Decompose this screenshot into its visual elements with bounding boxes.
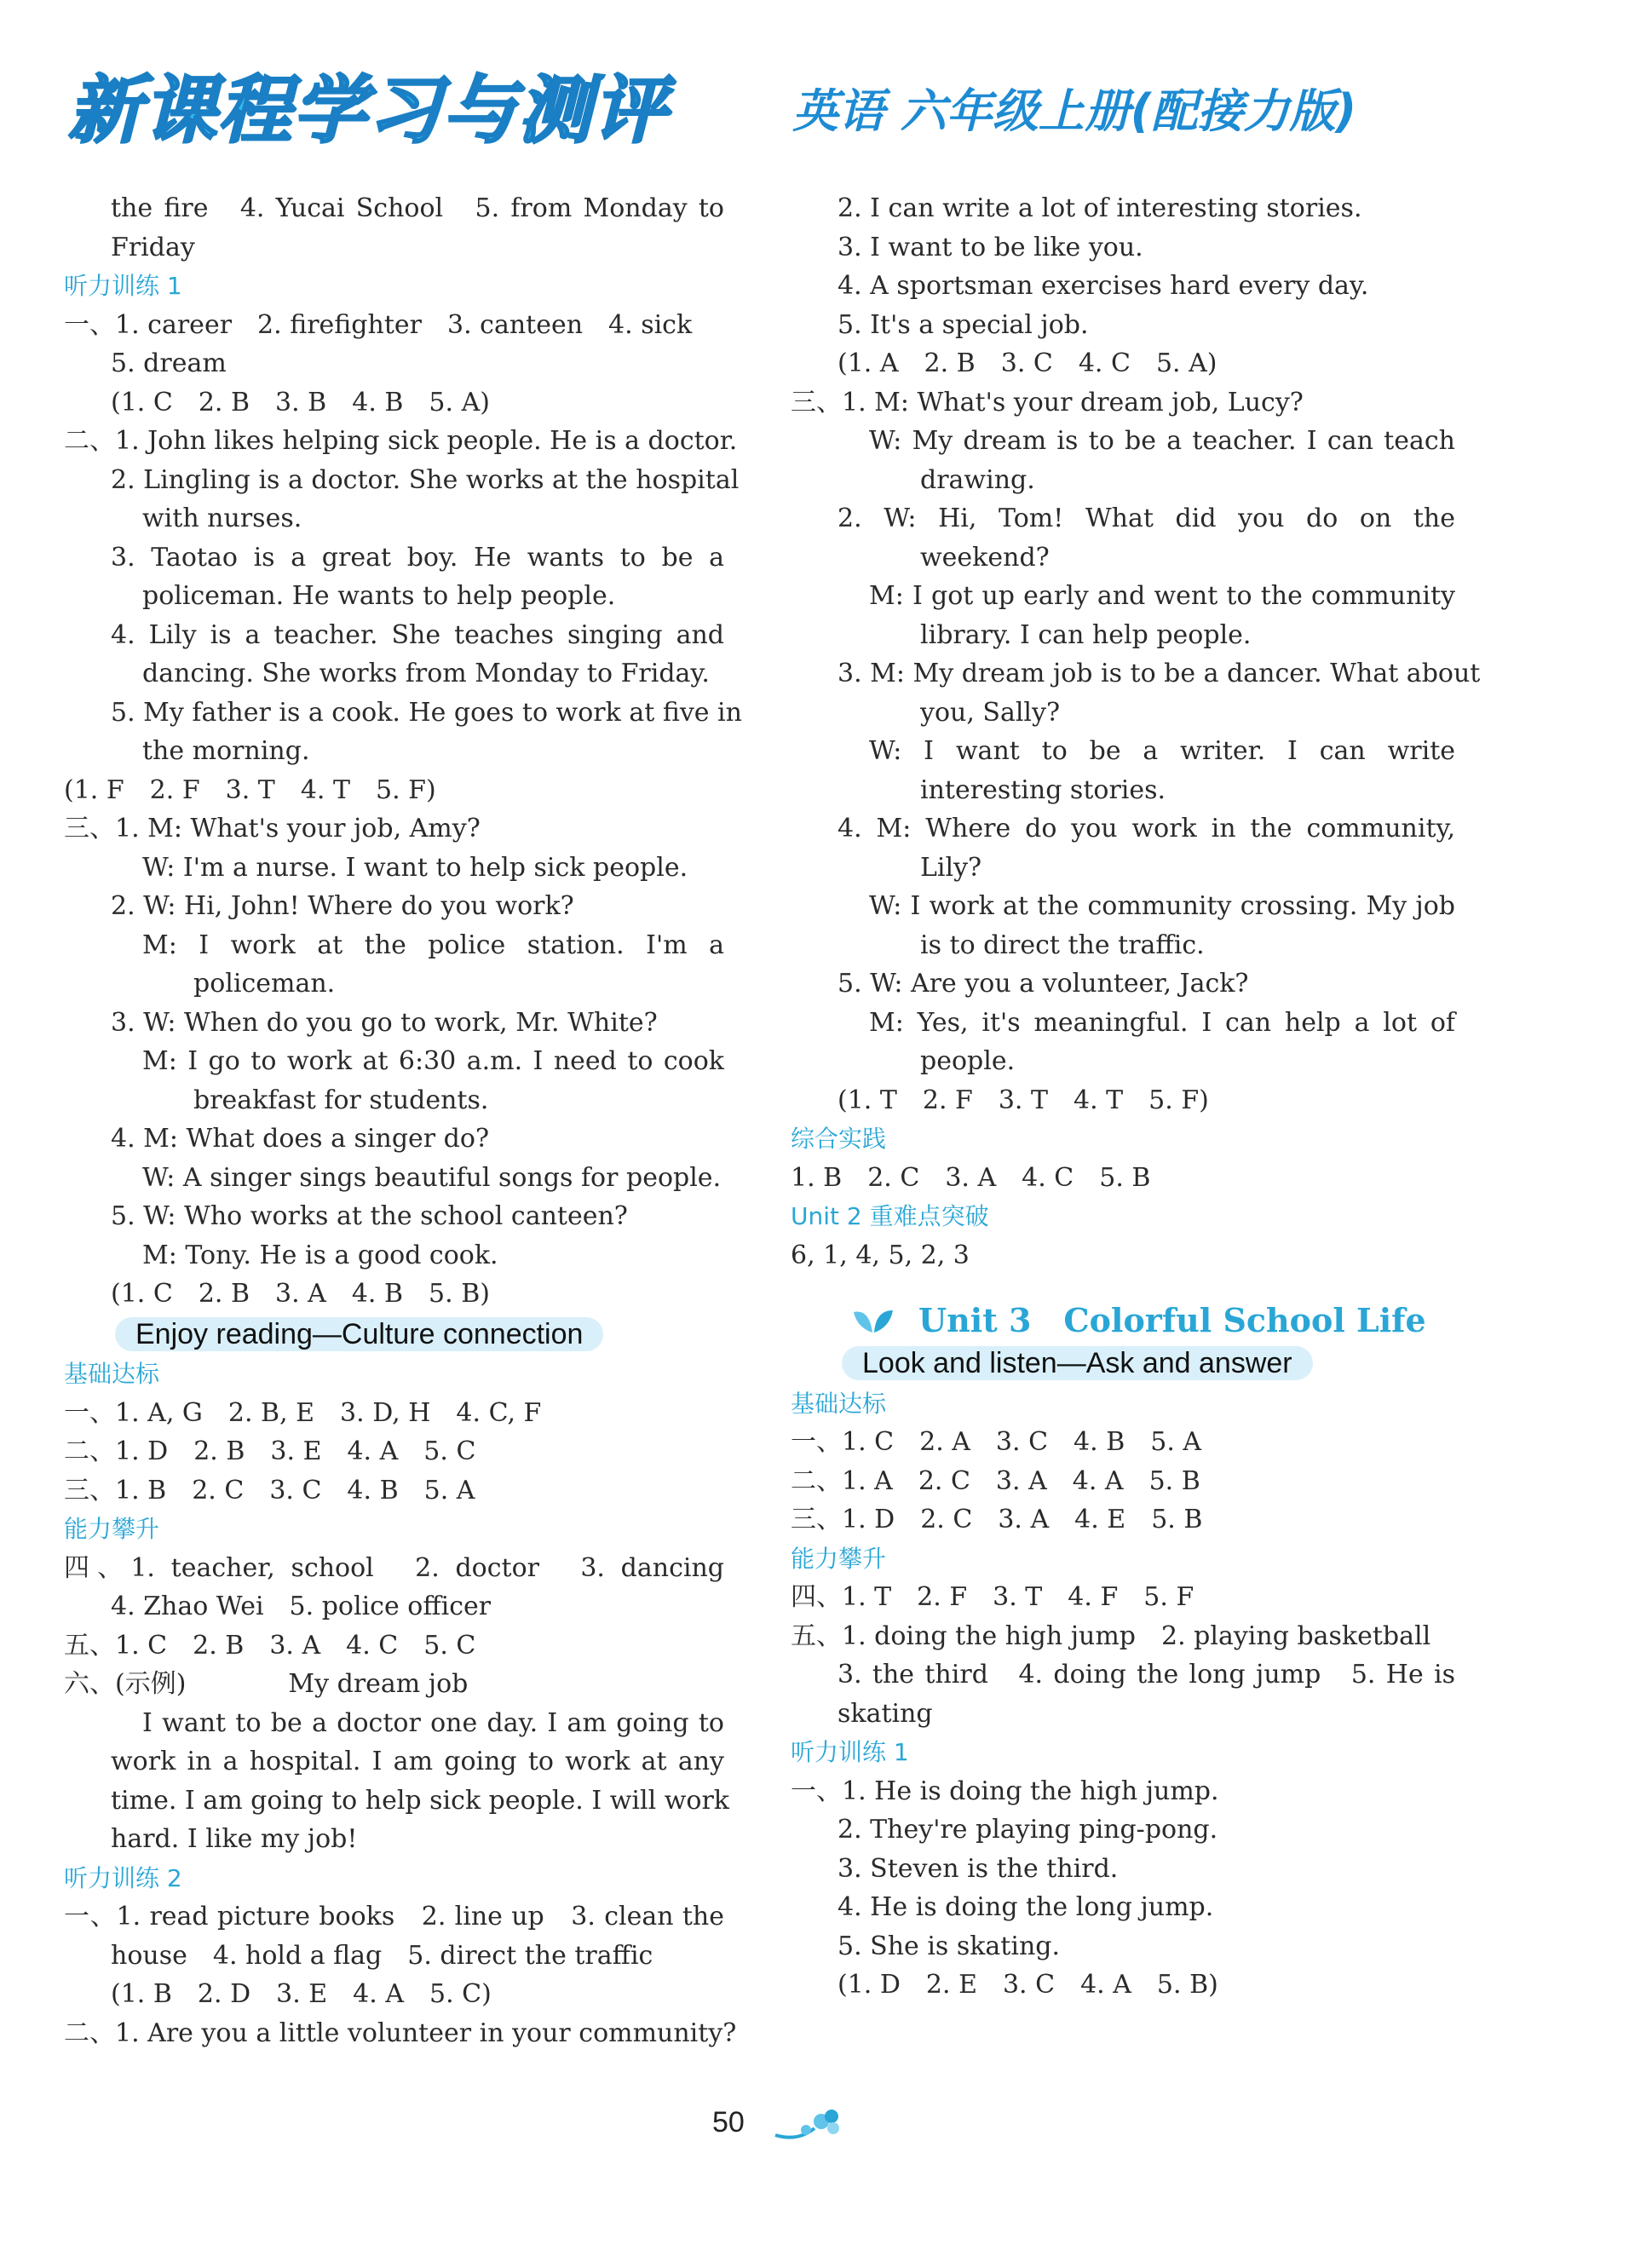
section-banner: Enjoy reading—Culture connection [115, 1317, 603, 1351]
answer-line: 4. A sportsman exercises hard every day. [838, 271, 1369, 301]
answer-line: 5. dream [111, 348, 227, 378]
answer-line: 3. M: My dream job is to be a dancer. What about [838, 659, 1481, 688]
answer-line: 5. W: Are you a volunteer, Jack? [838, 969, 1249, 999]
answer-line: you, Sally? [920, 697, 1061, 728]
section-label: 综合实践 [791, 1125, 887, 1153]
answer-line: 4. Lily is a teacher. She teaches singing and [111, 619, 724, 650]
answer-line: M: I got up early and went to the community [869, 581, 1455, 611]
answer-line: work in a hospital. I am going to work at any [111, 1747, 724, 1776]
answer-line: 六、(示例) My dream job [64, 1669, 469, 1699]
answer-line: people. [920, 1046, 1016, 1076]
answer-line: hard. I like my job! [111, 1824, 358, 1854]
answer-line: M: Tony. He is a good cook. [142, 1240, 498, 1270]
answer-line: 三、1. B 2. C 3. C 4. B 5. A [64, 1475, 475, 1505]
answer-line: 四、1. teacher, school 2. doctor 3. dancing [64, 1552, 724, 1583]
unit-heading [791, 1298, 1455, 1343]
answer-line: (1. C 2. B 3. A 4. B 5. B) [111, 1279, 490, 1309]
answer-line: 3. the third 4. doing the long jump 5. He is [838, 1660, 1455, 1689]
answer-line: is to direct the traffic. [920, 930, 1205, 960]
answer-line: policeman. [193, 969, 336, 999]
answer-line: 三、1. M: What's your job, Amy? [64, 814, 481, 843]
answer-line: M: I go to work at 6:30 a.m. I need to cook [142, 1046, 724, 1076]
flower-ornament-icon [772, 2104, 849, 2144]
answer-line: 一、1. career 2. firefighter 3. canteen 4. sick [64, 309, 693, 340]
section-label: 能力攀升 [64, 1515, 160, 1543]
answer-line: W: A singer sings beautiful songs for people. [142, 1162, 722, 1193]
answer-line: the morning. [142, 736, 310, 766]
answer-line: skating [838, 1698, 933, 1729]
answer-line: (1. T 2. F 3. T 4. T 5. F) [838, 1085, 1209, 1115]
answer-line: time. I am going to help sick people. I will work [111, 1785, 729, 1816]
section-label: 基础达标 [791, 1389, 887, 1418]
answer-line: (1. C 2. B 3. B 4. B 5. A) [111, 387, 490, 417]
page-header [60, 51, 1576, 153]
answer-line: house 4. hold a flag 5. direct the traffic [111, 1940, 653, 1971]
answer-line: the fire 4. Yucai School 5. from Monday to [111, 193, 724, 223]
answer-line: 五、1. doing the high jump 2. playing basketball [791, 1620, 1431, 1651]
answer-line: Lily? [920, 852, 982, 883]
section-label: 能力攀升 [791, 1544, 887, 1573]
answer-line: library. I can help people. [920, 619, 1252, 650]
answer-line: 5. W: Who works at the school canteen? [111, 1201, 628, 1231]
answer-line: 三、1. D 2. C 3. A 4. E 5. B [791, 1505, 1203, 1534]
answer-line: Friday [111, 232, 195, 262]
answer-line: 一、1. A, G 2. B, E 3. D, H 4. C, F [64, 1397, 542, 1428]
answer-line: 4. M: Where do you work in the community, [838, 814, 1455, 843]
answer-line: M: I work at the police station. I'm a [142, 930, 724, 960]
answer-line: (1. D 2. E 3. C 4. A 5. B) [838, 1970, 1218, 2000]
section-label: 听力训练 1 [791, 1738, 909, 1766]
answer-line: M: Yes, it's meaningful. I can help a lot of [869, 1007, 1455, 1038]
answer-line: 3. I want to be like you. [838, 232, 1143, 262]
answer-line: 3. Taotao is a great boy. He wants to be a [111, 542, 724, 573]
answer-line: (1. B 2. D 3. E 4. A 5. C) [111, 1979, 492, 2009]
section-label: Unit 2 重难点突破 [791, 1202, 989, 1230]
answer-line: breakfast for students. [193, 1085, 489, 1115]
answer-line: (1. F 2. F 3. T 4. T 5. F) [64, 774, 436, 805]
answer-line: 2. Lingling is a doctor. She works at the hospital [111, 464, 740, 495]
answer-line: I want to be a doctor one day. I am going to [142, 1707, 724, 1738]
answer-line: 四、1. T 2. F 3. T 4. F 5. F [791, 1582, 1194, 1612]
leaf-icon [852, 1307, 895, 1336]
answer-line: 3. W: When do you go to work, Mr. White? [111, 1007, 658, 1038]
answer-line: 一、1. He is doing the high jump. [791, 1776, 1219, 1806]
answer-line: policeman. He wants to help people. [142, 581, 616, 611]
answer-line: 一、1. read picture books 2. line up 3. clean the [64, 1902, 724, 1931]
answer-line: 2. I can write a lot of interesting stories. [838, 193, 1362, 223]
answer-line: W: I'm a nurse. I want to help sick people. [142, 852, 688, 883]
answer-line: dancing. She works from Monday to Friday. [142, 659, 710, 688]
answer-line: 二、1. A 2. C 3. A 4. A 5. B [791, 1465, 1200, 1496]
answer-line: with nurses. [142, 504, 302, 533]
answer-line: 2. W: Hi, Tom! What did you do on the [838, 504, 1455, 533]
answer-line: 5. My father is a cook. He goes to work at five in [111, 697, 742, 728]
answer-line: 三、1. M: What's your dream job, Lucy? [791, 387, 1304, 417]
answer-line: 4. He is doing the long jump. [838, 1892, 1214, 1922]
answer-line: 3. Steven is the third. [838, 1853, 1119, 1884]
page-number: 50 [712, 2106, 745, 2138]
answer-line: 一、1. C 2. A 3. C 4. B 5. A [791, 1427, 1202, 1457]
answer-line: W: My dream is to be a teacher. I can teach [869, 426, 1455, 456]
section-label: 听力训练 2 [64, 1863, 182, 1892]
answer-line: weekend? [920, 542, 1050, 573]
answer-line: W: I want to be a writer. I can write [869, 736, 1455, 766]
section-banner: Look and listen—Ask and answer [842, 1346, 1313, 1380]
answer-line: 5. She is skating. [838, 1931, 1061, 1961]
answer-line: 二、1. Are you a little volunteer in your community? [64, 2018, 737, 2048]
subject-title: 英语 六年级上册(配接力版) [792, 84, 1357, 138]
answer-line: 2. They're playing ping-pong. [838, 1815, 1218, 1845]
section-label: 基础达标 [64, 1360, 160, 1388]
answer-line: interesting stories. [920, 774, 1166, 805]
answer-line: 二、1. D 2. B 3. E 4. A 5. C [64, 1436, 476, 1466]
answer-line: 5. It's a special job. [838, 309, 1089, 340]
answer-line: 4. Zhao Wei 5. police officer [111, 1592, 492, 1621]
section-label: 听力训练 1 [64, 272, 182, 300]
answer-line: (1. A 2. B 3. C 4. C 5. A) [838, 348, 1217, 378]
right-column [791, 189, 1481, 2005]
answer-line: 2. W: Hi, John! Where do you work? [111, 891, 574, 921]
unit-heading-text: Unit 3 Colorful School Life [918, 1301, 1426, 1339]
answer-line: W: I work at the community crossing. My job [869, 891, 1455, 921]
answer-line: 1. B 2. C 3. A 4. C 5. B [791, 1162, 1151, 1193]
answer-line: 4. M: What does a singer do? [111, 1124, 490, 1154]
answer-line: 6, 1, 4, 5, 2, 3 [791, 1240, 970, 1270]
book-title: 新课程学习与测评 [68, 68, 668, 153]
answer-line: 五、1. C 2. B 3. A 4. C 5. C [64, 1630, 476, 1661]
answer-line: drawing. [920, 464, 1035, 495]
left-column [64, 189, 742, 2052]
answer-line: 二、1. John likes helping sick people. He is a doctor. [64, 426, 738, 456]
